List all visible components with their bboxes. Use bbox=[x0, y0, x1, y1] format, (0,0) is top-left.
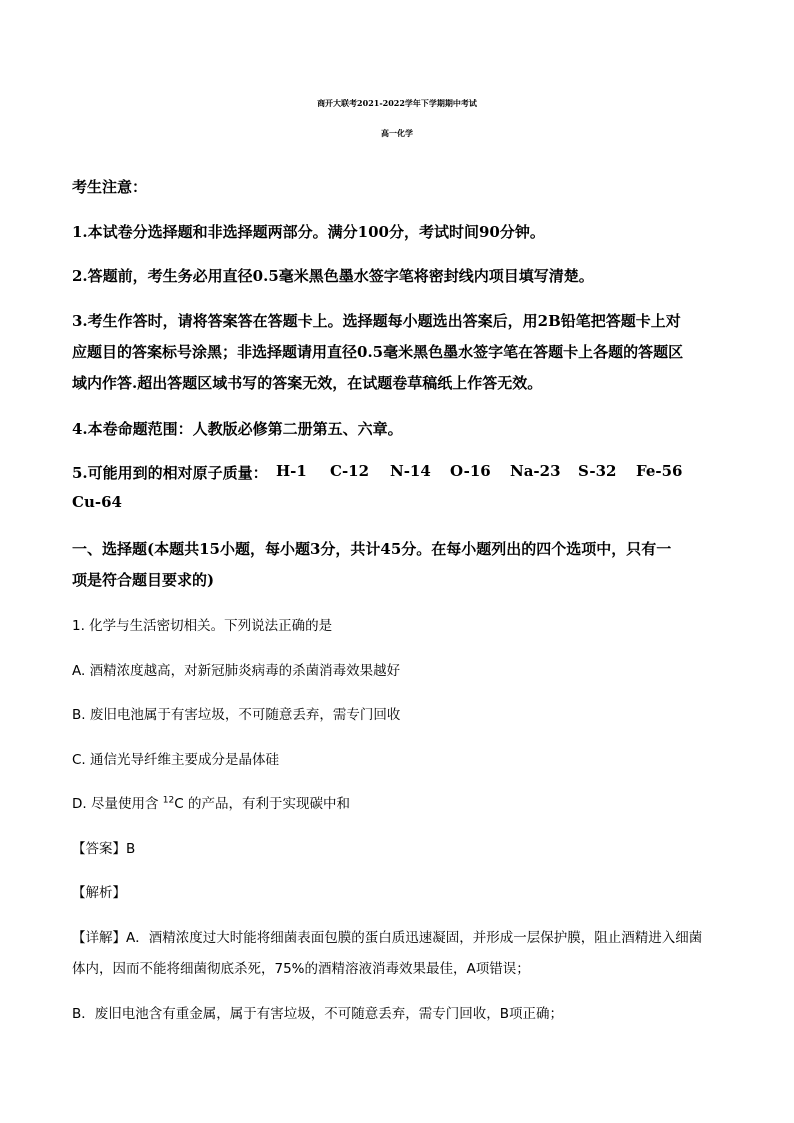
notice-item-3-line-3: 域内作答.超出答题区域书写的答案无效，在试题卷草稿纸上作答无效。 bbox=[72, 374, 543, 392]
notice-item-1: 1.本试卷分选择题和非选择题两部分。满分100分，考试时间90分钟。 bbox=[72, 223, 545, 241]
option-c: C. 通信光导纤维主要成分是晶体硅 bbox=[72, 752, 280, 768]
notice-item-3-line-1: 3.考生作答时，请将答案答在答题卡上。选择题每小题选出答案后，用2B铅笔把答题卡上对 bbox=[72, 312, 681, 330]
option-d-suffix: C 的产品，有利于实现碳中和 bbox=[174, 796, 350, 812]
detail-line-3: B．废旧电池含有重金属，属于有害垃圾，不可随意丢弃，需专门回收，B项正确； bbox=[72, 1006, 564, 1022]
atomic-mass-o: O-16 bbox=[450, 462, 491, 480]
option-b: B. 废旧电池属于有害垃圾，不可随意丢弃，需专门回收 bbox=[72, 707, 401, 723]
analysis-label: 【解析】 bbox=[72, 885, 126, 901]
atomic-mass-cu: Cu-64 bbox=[72, 493, 122, 511]
notice-item-4: 4.本卷命题范围：人教版必修第二册第五、六章。 bbox=[72, 420, 403, 438]
notice-item-2: 2.答题前，考生务必用直径0.5毫米黑色墨水签字笔将密封线内项目填写清楚。 bbox=[72, 267, 594, 285]
section-heading-line-1: 一、选择题(本题共15小题，每小题3分，共计45分。在每小题列出的四个选项中，只有一 bbox=[72, 540, 672, 558]
atomic-mass-c: C-12 bbox=[330, 462, 370, 480]
section-heading-line-2: 项是符合题目要求的) bbox=[72, 571, 215, 589]
atomic-mass-fe: Fe-56 bbox=[636, 462, 683, 480]
notice-item-3-line-2: 应题目的答案标号涂黑；非选择题请用直径0.5毫米黑色墨水签字笔在答题卡上各题的答题区 bbox=[72, 343, 684, 361]
option-d bbox=[72, 792, 350, 812]
detail-line-2: 体内，因而不能将细菌彻底杀死，75%的酒精溶液消毒效果最佳，A项错误； bbox=[72, 961, 530, 977]
option-a: A. 酒精浓度越高，对新冠肺炎病毒的杀菌消毒效果越好 bbox=[72, 663, 401, 679]
atomic-mass-label: 5.可能用到的相对原子质量： bbox=[72, 464, 268, 482]
answer-label: 【答案】B bbox=[72, 841, 136, 857]
isotope-mass-number: 12 bbox=[162, 795, 175, 806]
atomic-mass-na: Na-23 bbox=[510, 462, 561, 480]
question-stem: 1. 化学与生活密切相关。下列说法正确的是 bbox=[72, 618, 333, 634]
atomic-mass-h: H-1 bbox=[276, 462, 307, 480]
atomic-mass-n: N-14 bbox=[390, 462, 431, 480]
detail-line-1: 【详解】A．酒精浓度过大时能将细菌表面包膜的蛋白质迅速凝固，并形成一层保护膜，阻止酒精进入细菌 bbox=[72, 930, 703, 946]
atomic-mass-s: S-32 bbox=[578, 462, 617, 480]
notice-heading: 考生注意： bbox=[72, 178, 148, 196]
option-d-prefix: D. 尽量使用含 bbox=[72, 796, 163, 812]
exam-subtitle: 高一化学 bbox=[381, 128, 413, 138]
exam-title: 商开大联考2021-2022学年下学期期中考试 bbox=[317, 98, 477, 108]
